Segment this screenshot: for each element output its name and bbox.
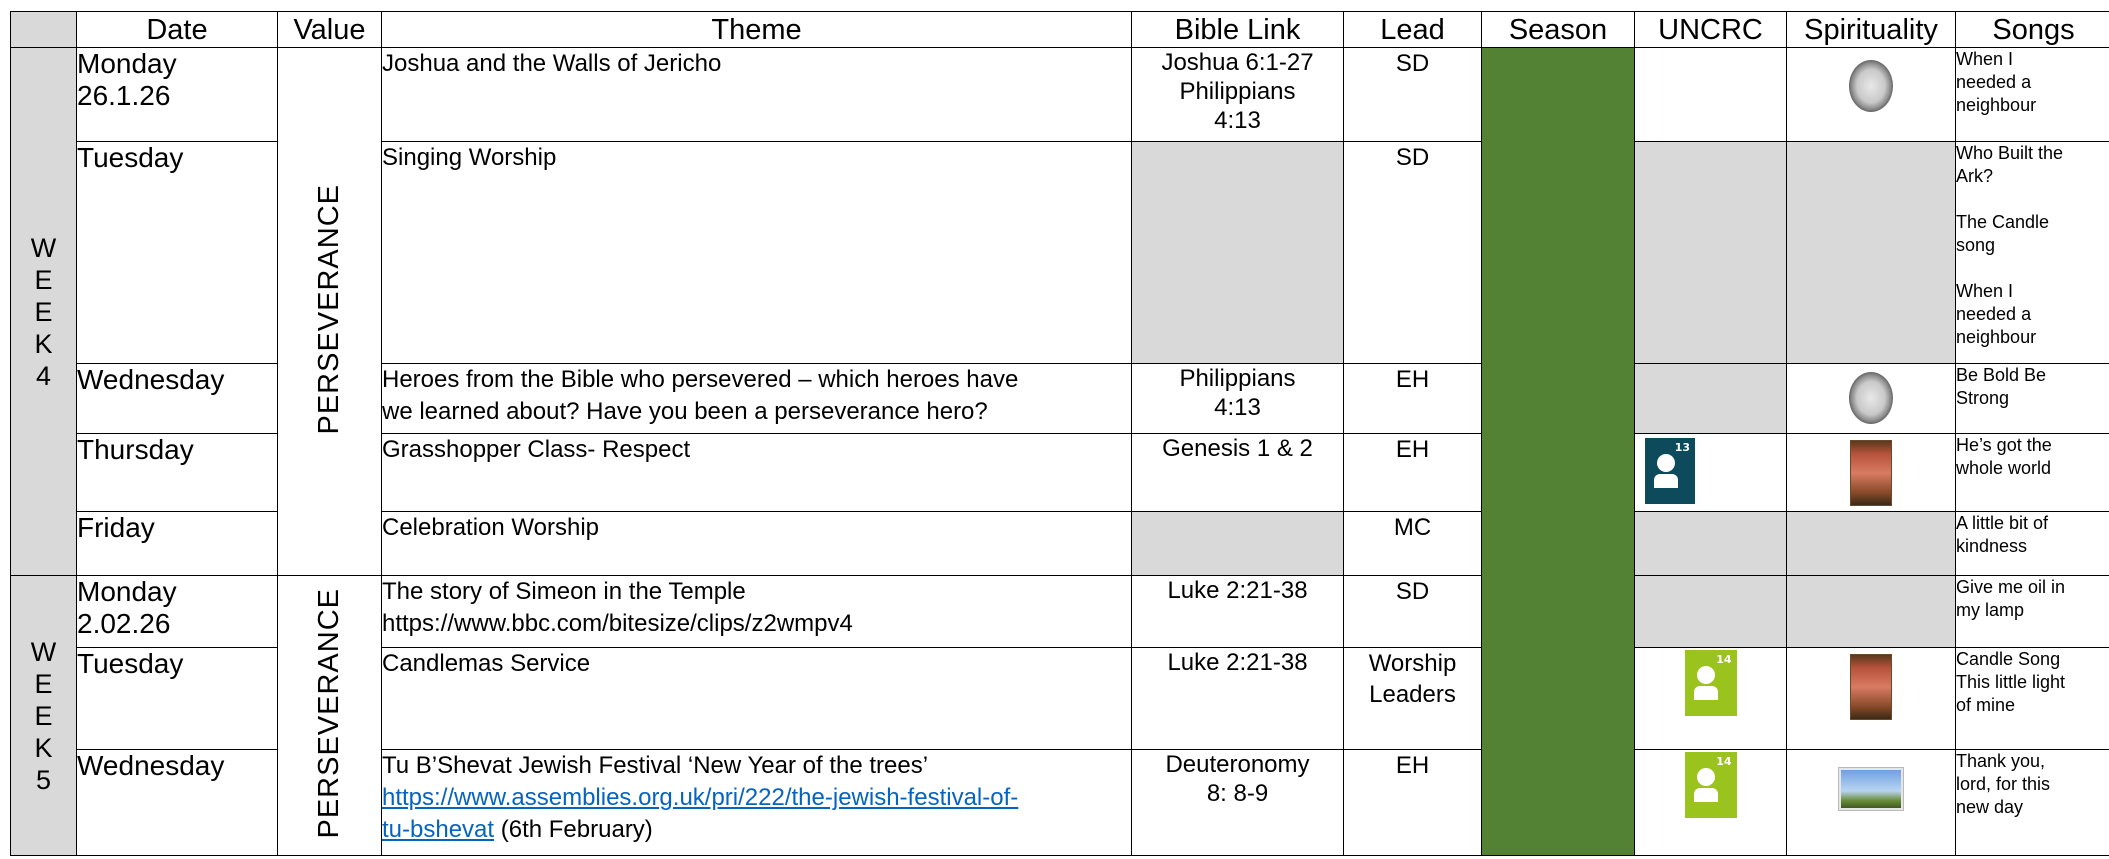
uncrc-cell bbox=[1635, 142, 1787, 364]
header-date: Date bbox=[77, 12, 278, 48]
theme-cell: Singing Worship bbox=[382, 142, 1132, 364]
songs-cell: Who Built the Ark? The Candle song When I needed a neighbour bbox=[1956, 142, 2109, 364]
header-theme: Theme bbox=[382, 12, 1132, 48]
lead-cell: SD bbox=[1344, 48, 1482, 142]
mirror-icon bbox=[1849, 372, 1893, 424]
assemblies-festival-link[interactable]: https://www.assemblies.org.uk/pri/222/the-jewish-festival-of- bbox=[382, 784, 1019, 811]
bible-link-cell: Genesis 1 & 2 bbox=[1132, 434, 1344, 512]
date-cell: Wednesday bbox=[77, 364, 278, 434]
lead-cell: EH bbox=[1344, 434, 1482, 512]
songs-cell: Candle Song This little light of mine bbox=[1956, 648, 2109, 750]
header-lead: Lead bbox=[1344, 12, 1482, 48]
bible-link-cell: Luke 2:21-38 bbox=[1132, 648, 1344, 750]
songs-cell: Thank you, lord, for this new day bbox=[1956, 750, 2109, 856]
uncrc-cell bbox=[1635, 512, 1787, 576]
week-5-label: W E E K 5 bbox=[11, 576, 77, 856]
lead-cell: SD bbox=[1344, 142, 1482, 364]
uncrc-article-14-icon: 14 bbox=[1685, 752, 1737, 818]
mirror-icon bbox=[1849, 60, 1893, 112]
uncrc-cell bbox=[1635, 648, 1787, 750]
bible-link-cell: Philippians 4:13 bbox=[1132, 364, 1344, 434]
uncrc-article-13-icon: 13 bbox=[1645, 438, 1695, 504]
uncrc-cell bbox=[1635, 434, 1787, 512]
theme-cell: Heroes from the Bible who persevered – which heroes have we learned about? Have you been a perseverance hero? bbox=[382, 364, 1132, 434]
lead-cell: EH bbox=[1344, 364, 1482, 434]
theme-cell: Joshua and the Walls of Jericho bbox=[382, 48, 1132, 142]
spirituality-cell bbox=[1787, 142, 1956, 364]
worship-schedule-table bbox=[10, 11, 2109, 856]
date-cell: Friday bbox=[77, 512, 278, 576]
assemblies-festival-link-continued[interactable]: tu-bshevat bbox=[382, 816, 495, 843]
header-spirituality: Spirituality bbox=[1787, 12, 1956, 48]
songs-cell: He’s got the whole world bbox=[1956, 434, 2109, 512]
spirituality-cell bbox=[1787, 576, 1956, 648]
bible-link-cell: Joshua 6:1-27 Philippians 4:13 bbox=[1132, 48, 1344, 142]
uncrc-cell bbox=[1635, 364, 1787, 434]
spirituality-cell bbox=[1787, 364, 1956, 434]
week-4-label: W E E K 4 bbox=[11, 48, 77, 576]
header-bible-link: Bible Link bbox=[1132, 12, 1344, 48]
header-value: Value bbox=[278, 12, 382, 48]
uncrc-cell bbox=[1635, 576, 1787, 648]
bible-link-cell bbox=[1132, 142, 1344, 364]
spirituality-cell bbox=[1787, 512, 1956, 576]
spirituality-cell bbox=[1787, 434, 1956, 512]
doorway-icon bbox=[1850, 654, 1892, 720]
theme-cell: Celebration Worship bbox=[382, 512, 1132, 576]
lead-cell: Worship Leaders bbox=[1344, 648, 1482, 750]
theme-cell: Grasshopper Class- Respect bbox=[382, 434, 1132, 512]
songs-cell: A little bit of kindness bbox=[1956, 512, 2109, 576]
theme-cell: Candlemas Service bbox=[382, 648, 1132, 750]
bible-link-cell: Luke 2:21-38 bbox=[1132, 576, 1344, 648]
lead-cell: EH bbox=[1344, 750, 1482, 856]
spirituality-cell bbox=[1787, 750, 1956, 856]
table-row bbox=[11, 48, 2109, 142]
songs-cell: Be Bold Be Strong bbox=[1956, 364, 2109, 434]
date-cell: Tuesday bbox=[77, 142, 278, 364]
date-cell: Tuesday bbox=[77, 648, 278, 750]
table-row bbox=[11, 576, 2109, 648]
uncrc-cell bbox=[1635, 48, 1787, 142]
date-cell: Monday 26.1.26 bbox=[77, 48, 278, 142]
bible-link-cell: Deuteronomy 8: 8-9 bbox=[1132, 750, 1344, 856]
theme-cell: The story of Simeon in the Temple https://www.bbc.com/bitesize/clips/z2wmpv4 bbox=[382, 576, 1132, 648]
date-cell: Monday 2.02.26 bbox=[77, 576, 278, 648]
header-season: Season bbox=[1482, 12, 1635, 48]
bible-link-cell bbox=[1132, 512, 1344, 576]
lead-cell: MC bbox=[1344, 512, 1482, 576]
spirituality-cell bbox=[1787, 48, 1956, 142]
lead-cell: SD bbox=[1344, 576, 1482, 648]
theme-cell: Tu B’Shevat Jewish Festival ‘New Year of the trees’ https://www.assemblies.org.uk/pri/222/the-jewish-festival-of- tu-bshevat (6th February) bbox=[382, 750, 1132, 856]
header-songs: Songs bbox=[1956, 12, 2109, 48]
season-green-band bbox=[1482, 48, 1635, 856]
songs-cell: Give me oil in my lamp bbox=[1956, 576, 2109, 648]
uncrc-article-14-icon: 14 bbox=[1685, 650, 1737, 716]
songs-cell: When I needed a neighbour bbox=[1956, 48, 2109, 142]
header-row bbox=[11, 12, 2109, 48]
header-uncrc: UNCRC bbox=[1635, 12, 1787, 48]
sky-window-icon bbox=[1839, 768, 1903, 810]
date-cell: Wednesday bbox=[77, 750, 278, 856]
header-week bbox=[11, 12, 77, 48]
spirituality-cell bbox=[1787, 648, 1956, 750]
uncrc-cell bbox=[1635, 750, 1787, 856]
week-5-value: PERSEVERANCE bbox=[278, 576, 382, 856]
week-4-value: PERSEVERANCE bbox=[278, 48, 382, 576]
date-cell: Thursday bbox=[77, 434, 278, 512]
doorway-icon bbox=[1850, 440, 1892, 506]
